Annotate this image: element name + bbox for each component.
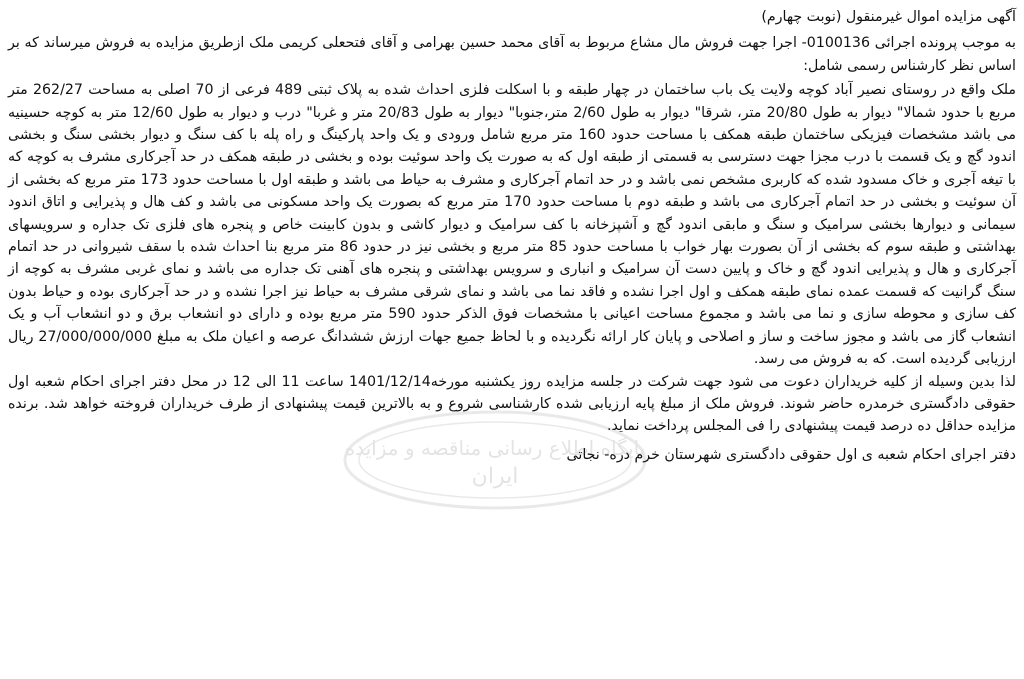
notice-title: آگهی مزایده اموال غیرمنقول (نوبت چهارم): [761, 9, 1016, 25]
property-description: ملک واقع در روستای نصیر آباد کوچه ولایت یک باب ساختمان در چهار طبقه و با اسکلت فلزی احداث شده به پلاک ثبتی 489 فرعی از 70 اصلی به مساحت 262/27 متر مربع با حدود شمالا" دیوار به طول 20/80 متر، شرقا" دیوار به طول 2/60 متر،جنوبا" دیوار به طول 20/83 متر و غربا" درب و دیوار به طول 12/60 متر به کوچه حسینیه می باشد مشخصات فیزیکی ساختمان طبقه همکف با مساحت حدود 160 متر مربع شامل ورودی و یک واحد پارکینگ و راه پله با کف سنگ و دیوار بخشی سنگ و بخشی اندود گچ و یک قسمت با درب مجزا جهت دسترسی به قسمتی از طبقه اول که به صورت یک واحد سوئیت بوده و بخشی در طبقه همکف در حد آجرکاری مشرف به کوچه که با تیغه آجری و خاک مسدود شده که کاربری مشخص نمی باشد و در حد اتمام آجرکاری و مشرف به حیاط می باشد و طبقه اول با مساحت حدود 173 متر مربع که بخشی از آن سوئیت و بخشی در حد اتمام آجرکاری می باشد و طبقه دوم با مساحت حدود 170 متر مربع که بصورت یک واحد مسکونی می باشد و کف هال و پذیرایی و اتاق اندود سیمانی و دیوارها بخشی سرامیک و سنگ و مابقی اندود گچ و آشپزخانه با کف سرامیک و دیوار کاشی و بدون کابینت خاص و پنجره های فلزی تک جداره و سرویسهای بهداشتی و طبقه سوم که بخشی از آن بصورت بهار خواب با مساحت حدود 85 متر مربع و بخشی نیز در حدود 86 متر مربع بنا احداث شده با سقف شیروانی در حد اتمام آجرکاری و هال و پذیرایی اندود گچ و خاک و پایین دست آن سرامیک و انباری و سرویس بهداشتی و پنجره های آهنی تک جداره می باشد و نمای غربی مشرف به کوچه از سنگ گرانیت که قسمت عمده نمای طبقه همکف و اول اجرا نشده و فاقد نما می باشد و نمای شرقی مشرف به حیاط نیز اجرا نشده و در حد آجرکاری بوده و حیاط بدون کف سازی و محوطه سازی و نما می باشد و مجموع مساحت اعیانی با مشخصات فوق الذکر حدود 590 متر مربع بوده و دارای دو انشعاب برق و دو انشعاب آب و یک انشعاب گاز می باشد و مجوز ساخت و ساز و اصلاحی و پایان کار ارائه نگردیده و با لحاظ جمیع جهات ارزش ششدانگ عرصه و اعیان ملک به مبلغ 27/000/000/000 ریال ارزیابی گردیده است. که به فروش می رسد.: [8, 82, 1017, 368]
signature-line: دفتر اجرای احکام شعبه ی اول حقوقی دادگستری شهرستان خرم دره- نجاتی: [566, 446, 1016, 463]
invitation-paragraph: لذا بدین وسیله از کلیه خریداران دعوت می شود جهت شرکت در جلسه مزایده روز یکشنبه مورخه1401/12/14 ساعت 11 الی 12 در محل دفتر اجرای احکام شعبه اول حقوقی دادگستری خرمدره حاضر شوند. فروش ملک از مبلغ پایه ارزیابی شده کارشناسی شروع و به بالاترین قیمت پیشنهادی از طرف خریداران فروخته خواهد شد. برنده مزایده حداقل ده درصد قیمت پیشنهادی را فی المجلس پرداخت نماید.: [8, 373, 1016, 435]
watermark-text-2: ایران: [471, 464, 519, 489]
auction-notice: [8, 6, 1016, 466]
notice-intro: به موجب پرونده اجرائی 0100136- اجرا جهت فروش مال مشاع مربوط به آقای محمد حسین بهرامی و آقای فتحعلی کریمی ملک ازطریق مزایده به فروش میرساند که بر اساس نظر کارشناس رسمی شامل:: [8, 35, 1017, 74]
watermark-text-1: پایگاه اطلاع رسانی مناقصه و مزایده: [344, 436, 646, 460]
